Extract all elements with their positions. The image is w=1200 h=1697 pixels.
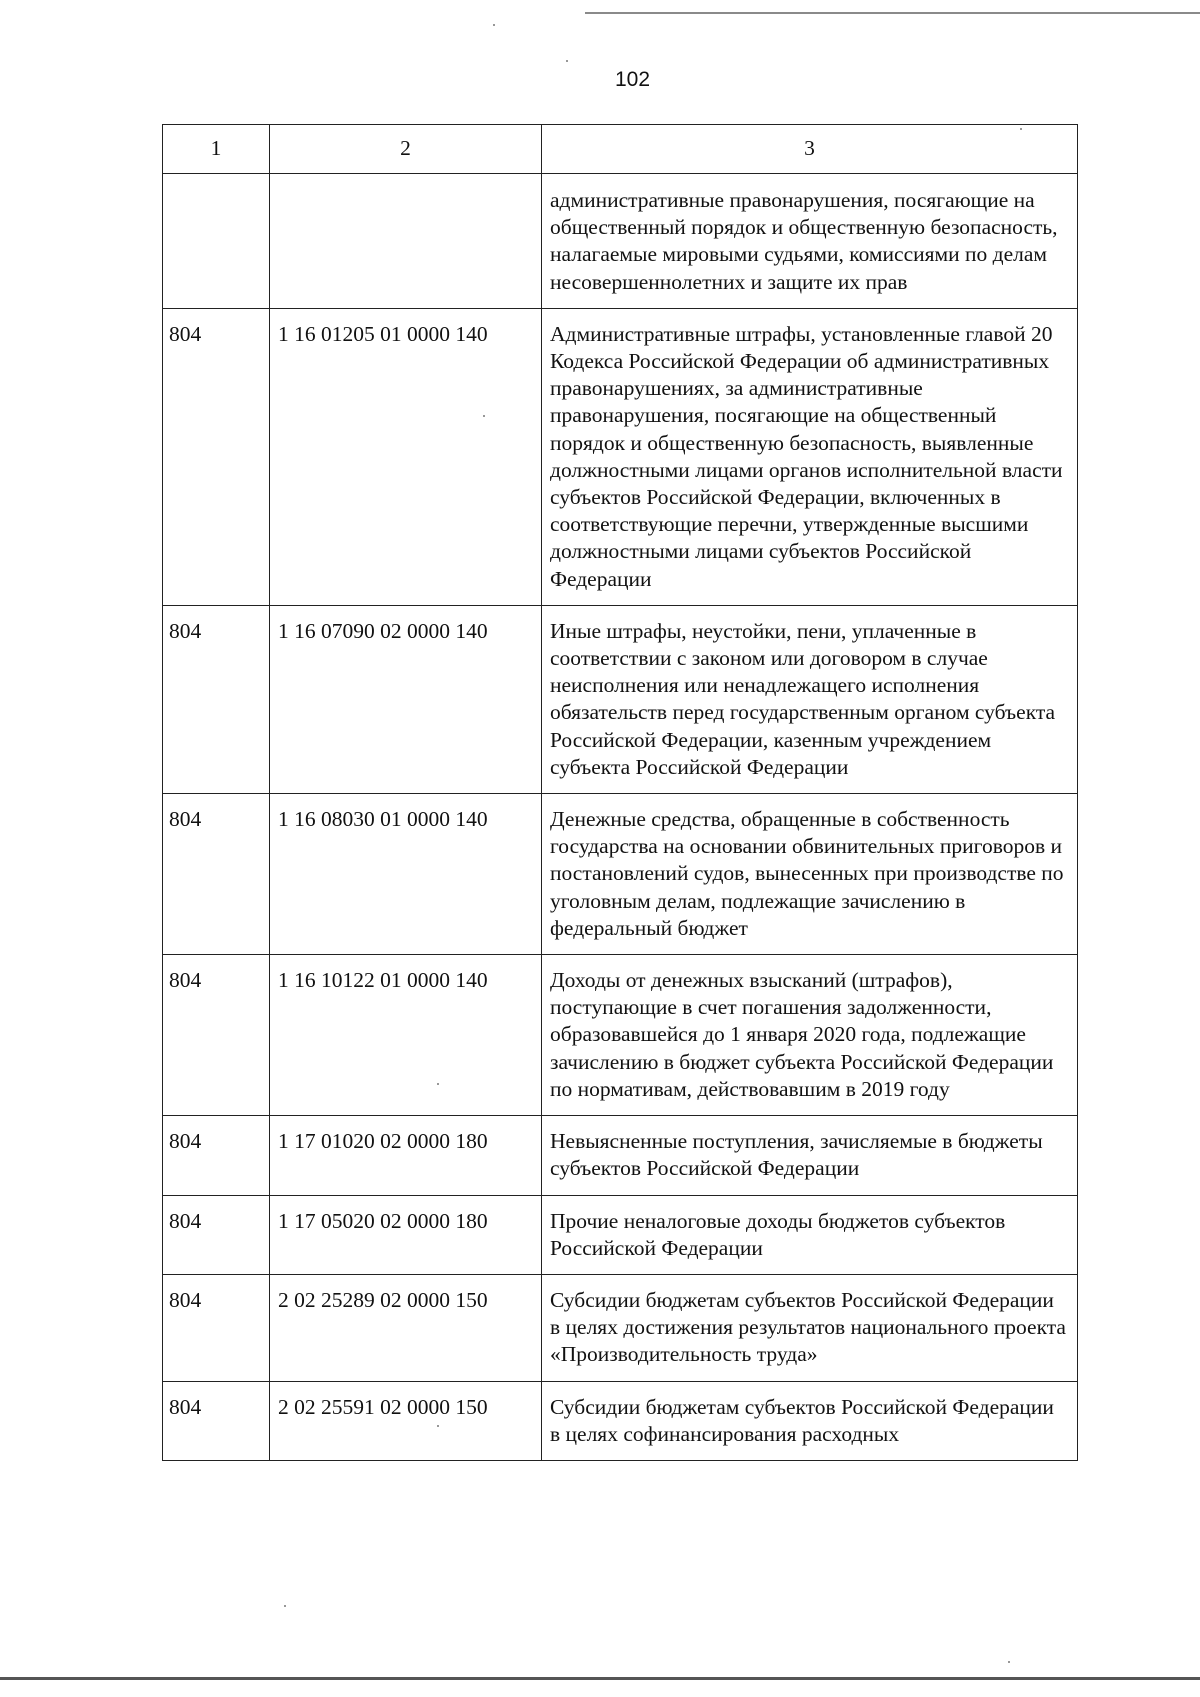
page-number: 102: [614, 68, 651, 91]
table-row: [163, 1195, 1078, 1274]
scan-speck: [566, 60, 568, 62]
admin-code-cell: 804: [163, 308, 270, 605]
table-row: [163, 1274, 1078, 1381]
budget-code-cell: 1 16 08030 01 0000 140: [270, 794, 542, 955]
column-header: 3: [542, 125, 1078, 174]
description-cell: Доходы от денежных взысканий (штрафов), поступающие в счет погашения задолженности, образовавшейся до 1 января 2020 года, подлежащие зачислению в бюджет субъекта Российской Федерации по нормативам, действовавшим в 2019 году: [542, 955, 1078, 1116]
budget-code-table: [162, 124, 1078, 1461]
description-cell: Денежные средства, обращенные в собственность государства на основании обвинительных приговоров и постановлений судов, вынесенных при производстве по уголовным делам, подлежащие зачислению в федеральный бюджет: [542, 794, 1078, 955]
scan-speck: [284, 1605, 286, 1607]
admin-code-cell: [163, 174, 270, 309]
admin-code-cell: 804: [163, 955, 270, 1116]
table-row: [163, 605, 1078, 793]
table-row: [163, 794, 1078, 955]
budget-code-cell: 2 02 25591 02 0000 150: [270, 1381, 542, 1460]
description-cell: Субсидии бюджетам субъектов Российской Федерации в целях достижения результатов национального проекта «Производительность труда»: [542, 1274, 1078, 1381]
scan-edge-line-top: [585, 12, 1200, 14]
admin-code-cell: 804: [163, 605, 270, 793]
description-cell: административные правонарушения, посягающие на общественный порядок и общественную безопасность, налагаемые мировыми судьями, комиссиями по делам несовершеннолетних и защите их прав: [542, 174, 1078, 309]
budget-code-cell: 1 17 01020 02 0000 180: [270, 1116, 542, 1195]
scan-speck: [1008, 1661, 1010, 1663]
scan-speck: [493, 24, 495, 26]
description-cell: Прочие неналоговые доходы бюджетов субъектов Российской Федерации: [542, 1195, 1078, 1274]
admin-code-cell: 804: [163, 1274, 270, 1381]
budget-code-cell: 2 02 25289 02 0000 150: [270, 1274, 542, 1381]
table-header-row: [163, 125, 1078, 174]
budget-code-cell: 1 17 05020 02 0000 180: [270, 1195, 542, 1274]
admin-code-cell: 804: [163, 1381, 270, 1460]
table-row: [163, 174, 1078, 309]
budget-code-cell: 1 16 07090 02 0000 140: [270, 605, 542, 793]
admin-code-cell: 804: [163, 794, 270, 955]
description-cell: Субсидии бюджетам субъектов Российской Федерации в целях софинансирования расходных: [542, 1381, 1078, 1460]
budget-code-cell: 1 16 01205 01 0000 140: [270, 308, 542, 605]
admin-code-cell: 804: [163, 1195, 270, 1274]
description-cell: Административные штрафы, установленные главой 20 Кодекса Российской Федерации об административных правонарушениях, за административные правонарушения, посягающие на общественный порядок и общественную безопасность, выявленные должностными лицами органов исполнительной власти субъектов Российской Федерации, включенных в соответствующие перечни, утвержденные высшими должностными лицами субъектов Российской Федерации: [542, 308, 1078, 605]
budget-code-cell: 1 16 10122 01 0000 140: [270, 955, 542, 1116]
admin-code-cell: 804: [163, 1116, 270, 1195]
column-header: 2: [270, 125, 542, 174]
table-row: [163, 1381, 1078, 1460]
table-row: [163, 955, 1078, 1116]
description-cell: Иные штрафы, неустойки, пени, уплаченные в соответствии с законом или договором в случае неисполнения или ненадлежащего исполнения обязательств перед государственным органом субъекта Российской Федерации, казенным учреждением субъекта Российской Федерации: [542, 605, 1078, 793]
scan-edge-line-bottom: [0, 1677, 1200, 1680]
budget-code-cell: [270, 174, 542, 309]
description-cell: Невыясненные поступления, зачисляемые в бюджеты субъектов Российской Федерации: [542, 1116, 1078, 1195]
table-row: [163, 1116, 1078, 1195]
table-row: [163, 308, 1078, 605]
column-header: 1: [163, 125, 270, 174]
